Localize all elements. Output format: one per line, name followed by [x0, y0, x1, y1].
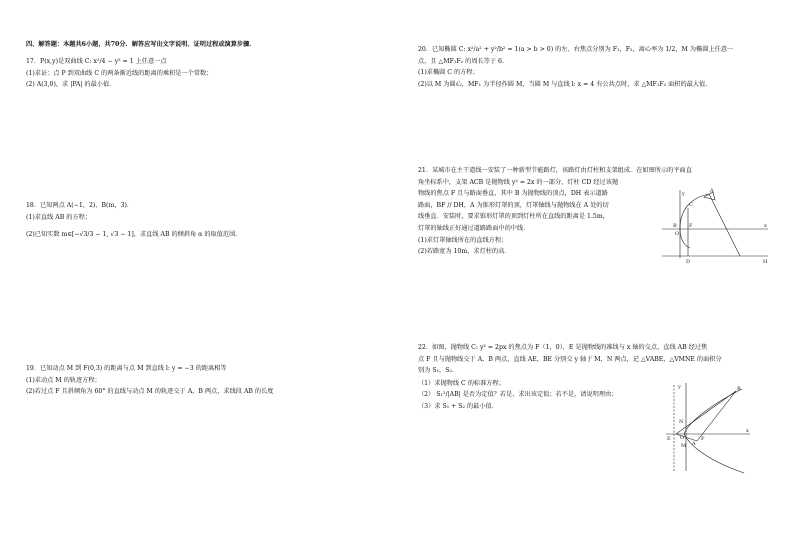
section-header	[26, 40, 388, 52]
q22-label-x: x	[746, 428, 749, 434]
q21-label-B: B	[673, 223, 677, 229]
q17-part2: (2) A(3,0)，求 |PA| 的最小值.	[26, 81, 112, 89]
q21-line4: 路面，BF // DH，A 为锥形灯罩的顶，灯罩轴线与抛物线在 A 处的切	[418, 201, 609, 209]
q21-line1: 21．某城市在主干道线一安装了一种新型节能路灯，该路灯由灯柱和支架组成．在如图所示的平面直	[418, 167, 692, 174]
q21-line3: 物线的焦点 F 且与路面垂直，其中 B 为抛物线的顶点，DH 表示道路	[418, 190, 608, 198]
q22-label-O: O	[680, 435, 685, 441]
question-18	[26, 201, 388, 242]
q22-figure	[664, 381, 756, 475]
q17-stem: 17．P(x,y)是双曲线 C: x²/4 − y² = 1 上任意一点	[26, 58, 167, 65]
q21-label-A: A	[710, 188, 714, 194]
q21-figure	[660, 188, 772, 264]
q21-label-C: C	[689, 202, 693, 208]
q22-label-M: M	[681, 443, 687, 449]
question-20	[418, 45, 780, 91]
q22-label-N: N	[679, 419, 684, 425]
question-17	[26, 57, 388, 92]
q22-parabola	[684, 389, 744, 473]
q20-stem-line2: 点，且 △MF₁F₂ 的周长等于 6.	[418, 57, 504, 65]
q22-part2: （2） S₁²/|AB| 是否为定值？若是，求出该定值；若不是，请说明理由；	[418, 391, 618, 399]
q21-line5: 线垂直．安装时，要求锥形灯罩的顶到灯柱所在直线的距离是 1.5m，	[418, 213, 609, 221]
q21-label-O: O	[675, 231, 680, 237]
q18-part1: (1)求直线 AB 的方程；	[26, 213, 92, 221]
q22-label-E: E	[667, 436, 671, 442]
section-header-text: 四、解答题：本题共6小题，共70分．解答应写出文字说明、证明过程或演算步骤．	[26, 41, 256, 48]
question-19	[26, 364, 388, 399]
q19-part1: (1)求动点 M 的轨迹方程；	[26, 376, 101, 384]
q21-lamp-axis	[709, 194, 740, 256]
q22-part1: （1）求抛物线 C 的标准方程；	[418, 379, 505, 387]
q22-line-AB	[697, 391, 736, 441]
q21-label-D: D	[686, 259, 691, 264]
q22-line2: 点 F 且与抛物线交于 A，B 两点，直线 AE，BE 分别交 y 轴于 M，N 两点，记 △VABE，△VMNE 的面积分	[418, 355, 722, 363]
q21-line6: 灯罩的轴线正好通过道路路面中的中线．	[418, 225, 530, 233]
q20-part1: (1)求椭圆 C 的方程；	[418, 69, 479, 77]
q22-label-F: F	[701, 436, 705, 442]
q20-stem-line1: 20．已知椭圆 C: x²/a² + y²/b² = 1(a > b > 0) 的左、右焦点分别为 F₁，F₂，离心率为 1/2，M 为椭圆上任意一	[418, 46, 734, 53]
q20-part2: (2)以 M 为圆心，MF₁ 为半径作圆 M，当圆 M 与直线 l: x = 4 有公共点时，求 △MF₁F₂ 面积的最大值.	[418, 80, 708, 88]
q21-label-y: y	[682, 191, 685, 197]
q21-label-F: F	[689, 223, 693, 229]
q18-stem: 18．已知两点 A(−1，2)、B(m，3)．	[26, 202, 134, 209]
q17-part1: (1)求证：点 P 到双曲线 C 的两条渐近线的距离的乘积是一个常数；	[26, 69, 213, 77]
q19-part2: (2)若过点 F 且斜倾角为 60° 的直线与动点 M 的轨迹交于 A，B 两点，求线段 AB 的长度	[26, 388, 274, 396]
q22-label-B: B	[737, 386, 741, 392]
q22-label-y: y	[678, 384, 681, 390]
q22-label-A: A	[692, 441, 696, 447]
q21-part1: (1)求灯罩轴线所在的直线方程；	[418, 236, 508, 244]
q21-label-H: H	[763, 259, 768, 264]
q21-parabola	[680, 194, 709, 248]
q21-part2: (2)若路宽为 10m，求灯柱的高．	[418, 248, 511, 256]
q18-part2: (2)已知实数 m∈[−√3/3 − 1, √3 − 1]，求直线 AB 的倾斜角 α 的取值范围.	[26, 231, 238, 239]
q22-line1: 22．如图，抛物线 C: y² = 2px 的焦点为 F（1，0），E 是抛物线的准线与 x 轴的交点，直线 AB 经过焦	[418, 344, 708, 351]
q21-line2: 角坐标系中，支架 ACB 是抛物线 y² = 2x 的一部分，灯柱 CD 经过该抛	[418, 178, 619, 186]
q22-line3: 别为 S₁，S₂．	[418, 367, 459, 375]
q21-label-x: x	[764, 223, 767, 229]
q22-part3: （3）求 S₁ + S₂ 的最小值．	[418, 403, 498, 411]
q22-line-BE	[676, 391, 736, 434]
q19-stem: 19．已知动点 M 到 F(0,3) 的距离与点 M 到直线 l: y = −3 的距离相等	[26, 365, 227, 372]
